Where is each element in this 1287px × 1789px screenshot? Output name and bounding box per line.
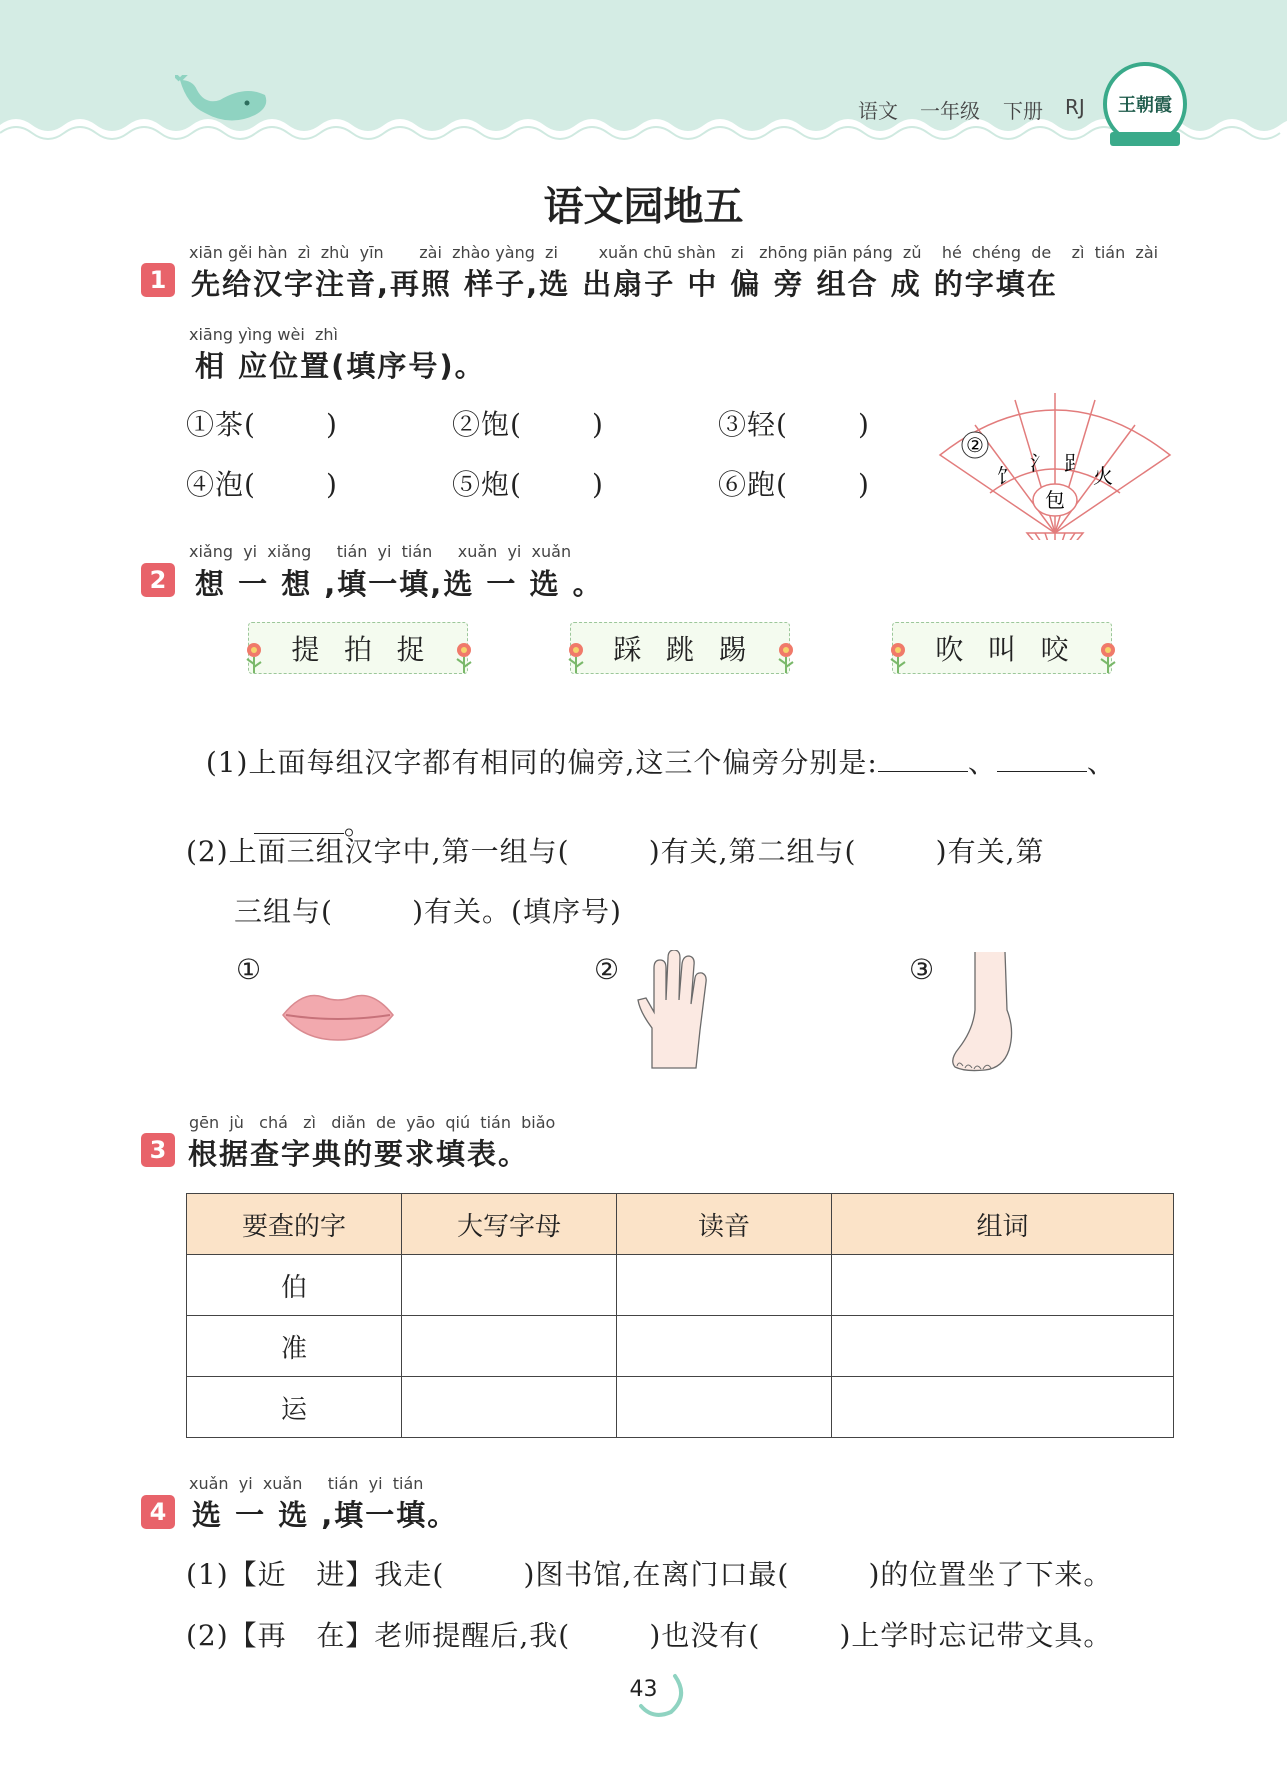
q1-item-2: ②饱( ) [452, 408, 604, 441]
q4-pinyin: xuǎn yi xuǎn tián yi tián [189, 1474, 424, 1493]
char-group-2: 踩 跳 踢 [570, 622, 790, 674]
q1-item-4: ④泡( ) [186, 468, 338, 501]
hand-icon [632, 950, 712, 1070]
page-title: 语文园地五 [543, 184, 744, 230]
q4-heading: 选 一 选 ,填一填。 [192, 1498, 459, 1532]
brand-ribbon [1110, 132, 1180, 146]
flower-icon [242, 640, 266, 674]
flower-icon [452, 640, 476, 674]
table-cell: 准 [187, 1316, 402, 1377]
table-row [187, 1377, 1174, 1438]
q1-item-5: ⑤炮( ) [452, 468, 604, 501]
table-cell[interactable] [832, 1377, 1174, 1438]
q1-heading-line2: 相 应位置(填序号)。 [195, 349, 486, 383]
col-header-words: 组词 [832, 1194, 1174, 1255]
q1-item-3: ③轻( ) [718, 408, 870, 441]
q1-item-6: ⑥跑( ) [718, 468, 870, 501]
q2-number-badge: 2 [141, 563, 175, 597]
picture-number-1: ① [236, 953, 263, 986]
table-cell[interactable] [617, 1316, 832, 1377]
flower-icon [1096, 640, 1120, 674]
lips-icon [278, 985, 398, 1045]
q1-heading-line1: 先给汉字注音,再照 样子,选 出扇子 中 偏 旁 组合 成 的字填在 [191, 267, 1058, 301]
table-header-row [187, 1194, 1174, 1255]
table-row [187, 1255, 1174, 1316]
q2-pinyin: xiǎng yi xiǎng tián yi tián xuǎn yi xuǎn [189, 542, 572, 561]
q4-line1: (1)【近 进】我走( )图书馆,在离门口最( )的位置坐了下来。 [186, 1558, 1113, 1591]
q2-sub2-line1: (2)上面三组汉字中,第一组与( )有关,第二组与( )有关,第 [186, 835, 1045, 868]
table-cell: 伯 [187, 1255, 402, 1316]
flower-icon [564, 640, 588, 674]
q3-pinyin: gēn jù chá zì diǎn de yāo qiú tián biǎo [189, 1113, 556, 1132]
fan-radical-4: 火 [1093, 464, 1113, 488]
q2-sub1: (1)上面每组汉字都有相同的偏旁,这三个偏旁分别是: 、 、 [205, 746, 1116, 779]
q3-heading: 根据查字典的要求填表。 [188, 1137, 530, 1171]
foot-icon [945, 950, 1025, 1075]
char-group-1: 提 拍 捉 [248, 622, 468, 674]
q2-sub1-cont: 。 [234, 770, 373, 843]
header-subject: 语文 [858, 99, 898, 123]
q1-number-badge: 1 [141, 263, 175, 297]
q1-pinyin-line1: xiān gěi hàn zì zhù yīn zài zhào yàng zi xuǎn chū shàn zi zhōng piān páng zǔ hé chéng de zì tián zài [189, 243, 1159, 262]
fan-center-char: 包 [1045, 488, 1065, 512]
header-volume: 下册 [1003, 99, 1043, 123]
q1-item-1: ①茶( ) [186, 408, 338, 441]
col-header-char: 要查的字 [187, 1194, 402, 1255]
q4-line2: (2)【再 在】老师提醒后,我( )也没有( )上学时忘记带文具。 [186, 1619, 1113, 1652]
table-cell[interactable] [402, 1377, 617, 1438]
picture-number-2: ② [594, 953, 621, 986]
page-number: 43 [629, 1677, 658, 1702]
char-group-3: 吹 叫 咬 [892, 622, 1112, 674]
table-cell[interactable] [832, 1316, 1174, 1377]
col-header-reading: 读音 [617, 1194, 832, 1255]
q4-number-badge: 4 [141, 1495, 175, 1529]
dictionary-table [186, 1193, 1174, 1438]
q2-heading: 想 一 想 ,填一填,选 一 选 。 [195, 567, 604, 601]
fan-radical-3: 𧾷 [1064, 451, 1084, 475]
table-cell[interactable] [617, 1255, 832, 1316]
table-cell[interactable] [832, 1255, 1174, 1316]
header-grade: 一年级 [920, 99, 980, 123]
fan-radical-1: 饣 [997, 464, 1017, 488]
table-cell[interactable] [617, 1377, 832, 1438]
table-cell: 运 [187, 1377, 402, 1438]
q3-number-badge: 3 [141, 1133, 175, 1167]
q2-sub2-line2: 三组与( )有关。(填序号) [234, 895, 622, 928]
brand-name: 王朝霞 [1118, 95, 1172, 116]
q1-pinyin-line2: xiāng yìng wèi zhì [189, 325, 338, 344]
table-cell[interactable] [402, 1255, 617, 1316]
table-cell[interactable] [402, 1316, 617, 1377]
whale-icon [175, 75, 275, 130]
table-row [187, 1316, 1174, 1377]
fan-diagram [935, 385, 1175, 540]
flower-icon [774, 640, 798, 674]
picture-number-3: ③ [909, 953, 936, 986]
col-header-letter: 大写字母 [402, 1194, 617, 1255]
header-edition: RJ [1065, 95, 1085, 119]
fan-radical-2: 氵 [1030, 451, 1050, 475]
fan-number: ② [966, 433, 984, 457]
flower-icon [886, 640, 910, 674]
